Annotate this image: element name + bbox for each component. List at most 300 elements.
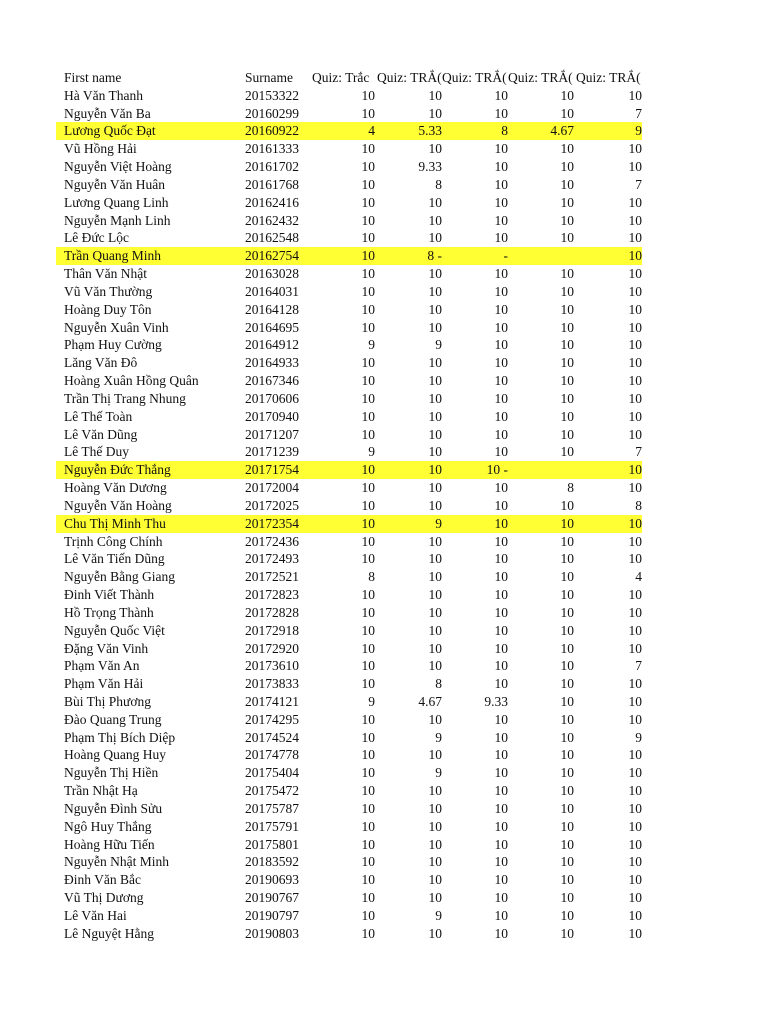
cell-first-name[interactable]: Đặng Văn Vinh (64, 640, 149, 656)
cell-quiz-2[interactable]: 8 (435, 176, 442, 192)
cell-quiz-3[interactable]: 10 (494, 729, 508, 745)
cell-quiz-1[interactable]: 10 (361, 836, 375, 852)
cell-quiz-5[interactable]: 10 (628, 390, 642, 406)
cell-quiz-3[interactable]: 10 (494, 747, 508, 763)
cell-surname[interactable]: 20174295 (245, 711, 299, 727)
cell-quiz-2[interactable]: 10 (428, 373, 442, 389)
cell-surname[interactable]: 20172918 (245, 622, 299, 638)
cell-quiz-5[interactable]: 7 (635, 105, 642, 121)
cell-quiz-1[interactable]: 10 (361, 818, 375, 834)
cell-quiz-4[interactable]: 10 (560, 230, 574, 246)
cell-quiz-5[interactable]: 10 (628, 141, 642, 157)
cell-surname[interactable]: 20175791 (245, 818, 299, 834)
header-quiz-5[interactable]: Quiz: TRẮ( (576, 70, 641, 85)
cell-quiz-5[interactable]: 10 (628, 355, 642, 371)
cell-quiz-4[interactable]: 10 (560, 783, 574, 799)
cell-quiz-3[interactable]: 10 (494, 497, 508, 513)
cell-first-name[interactable]: Nguyễn Việt Hoàng (64, 159, 172, 175)
cell-quiz-5[interactable]: 10 (628, 408, 642, 424)
cell-quiz-1[interactable]: 8 (368, 569, 375, 585)
cell-first-name[interactable]: Đinh Văn Bắc (64, 872, 141, 888)
cell-quiz-5[interactable]: 10 (628, 373, 642, 389)
cell-quiz-1[interactable]: 10 (361, 676, 375, 692)
cell-quiz-1[interactable]: 10 (361, 373, 375, 389)
cell-first-name[interactable]: Chu Thị Minh Thu (64, 515, 166, 531)
cell-quiz-4[interactable]: 10 (560, 622, 574, 638)
cell-first-name[interactable]: Lê Văn Tiến Dũng (64, 551, 165, 567)
cell-surname[interactable]: 20163028 (245, 266, 299, 282)
cell-surname[interactable]: 20175801 (245, 836, 299, 852)
cell-quiz-5[interactable]: 10 (628, 194, 642, 210)
cell-surname[interactable]: 20172493 (245, 551, 299, 567)
cell-quiz-4[interactable]: 10 (560, 587, 574, 603)
cell-quiz-5[interactable]: 10 (628, 640, 642, 656)
cell-quiz-4[interactable]: 10 (560, 283, 574, 299)
header-quiz-3[interactable]: Quiz: TRẮ( (442, 70, 507, 85)
cell-quiz-2[interactable]: 10 (428, 622, 442, 638)
cell-quiz-1[interactable]: 10 (361, 212, 375, 228)
cell-quiz-4[interactable]: 10 (560, 818, 574, 834)
cell-quiz-3[interactable]: 10 (494, 658, 508, 674)
cell-first-name[interactable]: Thân Văn Nhật (64, 266, 147, 282)
cell-quiz-5[interactable]: 7 (635, 176, 642, 192)
cell-quiz-5[interactable]: 7 (635, 658, 642, 674)
cell-quiz-1[interactable]: 10 (361, 176, 375, 192)
cell-quiz-1[interactable]: 10 (361, 105, 375, 121)
cell-surname[interactable]: 20164128 (245, 301, 299, 317)
cell-quiz-3[interactable]: 10 (494, 676, 508, 692)
cell-quiz-5[interactable]: 10 (628, 818, 642, 834)
cell-quiz-2[interactable]: 10 (428, 658, 442, 674)
cell-quiz-1[interactable]: 10 (361, 854, 375, 870)
cell-quiz-5[interactable]: 10 (628, 212, 642, 228)
cell-quiz-5[interactable]: 10 (628, 622, 642, 638)
cell-quiz-5[interactable]: 10 (628, 907, 642, 923)
cell-first-name[interactable]: Hà Văn Thanh (64, 87, 143, 103)
cell-quiz-4[interactable]: 8 (567, 480, 574, 496)
cell-quiz-3[interactable]: 10 (494, 390, 508, 406)
cell-surname[interactable]: 20174121 (245, 693, 299, 709)
cell-quiz-3[interactable]: 10 (494, 212, 508, 228)
cell-quiz-1[interactable]: 10 (361, 604, 375, 620)
cell-quiz-5[interactable]: 4 (635, 569, 642, 585)
cell-surname[interactable]: 20171754 (245, 462, 299, 478)
cell-quiz-2[interactable]: 10 (428, 480, 442, 496)
cell-quiz-1[interactable]: 10 (361, 551, 375, 567)
cell-surname[interactable]: 20162754 (245, 248, 299, 264)
cell-quiz-4[interactable]: 10 (560, 444, 574, 460)
cell-quiz-2[interactable]: 10 (428, 194, 442, 210)
cell-quiz-2[interactable]: 10 (428, 355, 442, 371)
cell-first-name[interactable]: Trần Quang Minh (64, 248, 162, 264)
cell-quiz-2[interactable]: 9 (435, 515, 442, 531)
cell-surname[interactable]: 20172828 (245, 604, 299, 620)
cell-quiz-3[interactable]: 10 (494, 319, 508, 335)
cell-quiz-2[interactable]: 10 (428, 426, 442, 442)
cell-first-name[interactable]: Lương Quang Linh (64, 194, 169, 210)
cell-quiz-2[interactable]: 10 (428, 230, 442, 246)
cell-quiz-5[interactable]: 10 (628, 283, 642, 299)
cell-quiz-3[interactable]: 8 (501, 123, 508, 139)
cell-quiz-2[interactable]: 10 (428, 640, 442, 656)
cell-quiz-3[interactable]: 10 (494, 141, 508, 157)
cell-quiz-4[interactable]: 10 (560, 658, 574, 674)
cell-quiz-1[interactable]: 10 (361, 355, 375, 371)
cell-surname[interactable]: 20175787 (245, 800, 299, 816)
cell-quiz-3[interactable]: 10 (494, 836, 508, 852)
cell-first-name[interactable]: Phạm Văn Hải (64, 676, 144, 692)
cell-first-name[interactable]: Hoàng Văn Dương (64, 480, 167, 496)
cell-quiz-4[interactable]: 10 (560, 497, 574, 513)
cell-quiz-2[interactable]: 5.33 (418, 123, 442, 139)
cell-quiz-5[interactable]: 10 (628, 533, 642, 549)
cell-first-name[interactable]: Lê Thế Duy (64, 444, 129, 460)
cell-quiz-3[interactable]: 10 (494, 230, 508, 246)
cell-quiz-4[interactable]: 10 (560, 676, 574, 692)
cell-quiz-1[interactable]: 10 (361, 301, 375, 317)
cell-quiz-3[interactable]: 10 (494, 355, 508, 371)
cell-quiz-5[interactable]: 10 (628, 872, 642, 888)
cell-quiz-4[interactable]: 10 (560, 515, 574, 531)
cell-quiz-4[interactable]: 10 (560, 390, 574, 406)
cell-quiz-3[interactable]: 10 (494, 551, 508, 567)
cell-surname[interactable]: 20164695 (245, 319, 299, 335)
header-surname[interactable]: Surname (245, 70, 293, 85)
cell-surname[interactable]: 20161333 (245, 141, 299, 157)
cell-quiz-5[interactable]: 10 (628, 890, 642, 906)
cell-quiz-5[interactable]: 10 (628, 248, 642, 264)
cell-first-name[interactable]: Lê Văn Hai (64, 907, 127, 923)
cell-quiz-4[interactable]: 10 (560, 176, 574, 192)
cell-quiz-1[interactable]: 9 (368, 693, 375, 709)
cell-quiz-3[interactable]: 10 (494, 569, 508, 585)
cell-quiz-4[interactable]: 10 (560, 319, 574, 335)
cell-quiz-1[interactable]: 10 (361, 87, 375, 103)
cell-quiz-2[interactable]: 10 (428, 390, 442, 406)
cell-surname[interactable]: 20172920 (245, 640, 299, 656)
cell-quiz-4[interactable]: 4.67 (550, 123, 574, 139)
cell-quiz-2[interactable]: 10 (428, 533, 442, 549)
cell-quiz-2[interactable]: 10 (428, 319, 442, 335)
cell-quiz-4[interactable]: 10 (560, 604, 574, 620)
cell-quiz-3[interactable]: 10 (494, 87, 508, 103)
cell-quiz-5[interactable]: 10 (628, 747, 642, 763)
cell-first-name[interactable]: Nguyễn Đình Sửu (64, 800, 163, 816)
cell-first-name[interactable]: Nguyễn Văn Ba (64, 105, 151, 121)
cell-first-name[interactable]: Lê Đức Lộc (64, 230, 130, 246)
cell-first-name[interactable]: Lương Quốc Đạt (64, 123, 156, 139)
cell-quiz-2[interactable]: 10 (428, 925, 442, 941)
cell-quiz-4[interactable]: 10 (560, 301, 574, 317)
cell-surname[interactable]: 20174778 (245, 747, 299, 763)
cell-quiz-4[interactable]: 10 (560, 872, 574, 888)
cell-first-name[interactable]: Hoàng Quang Huy (64, 747, 166, 763)
cell-quiz-4[interactable]: 10 (560, 907, 574, 923)
cell-quiz-3[interactable]: 10 (494, 373, 508, 389)
cell-first-name[interactable]: Vũ Văn Thường (64, 283, 153, 299)
cell-quiz-5[interactable]: 10 (628, 587, 642, 603)
cell-quiz-5[interactable]: 9 (635, 123, 642, 139)
cell-first-name[interactable]: Hồ Trọng Thành (64, 604, 154, 620)
cell-quiz-2[interactable]: 9 (435, 765, 442, 781)
cell-surname[interactable]: 20153322 (245, 87, 299, 103)
cell-quiz-3[interactable]: 10 (494, 176, 508, 192)
cell-quiz-2[interactable]: 10 (428, 818, 442, 834)
cell-quiz-1[interactable]: 10 (361, 480, 375, 496)
cell-first-name[interactable]: Bùi Thị Phương (64, 693, 151, 709)
cell-quiz-3[interactable]: 10 (494, 872, 508, 888)
cell-quiz-5[interactable]: 10 (628, 266, 642, 282)
cell-quiz-5[interactable]: 10 (628, 693, 642, 709)
cell-quiz-1[interactable]: 10 (361, 248, 375, 264)
cell-surname[interactable]: 20173833 (245, 676, 299, 692)
cell-quiz-1[interactable]: 10 (361, 747, 375, 763)
cell-quiz-5[interactable]: 10 (628, 515, 642, 531)
cell-first-name[interactable]: Nguyễn Văn Hoàng (64, 497, 172, 513)
cell-quiz-4[interactable]: 10 (560, 426, 574, 442)
cell-first-name[interactable]: Trần Nhật Hạ (64, 783, 138, 799)
cell-surname[interactable]: 20162548 (245, 230, 299, 246)
cell-first-name[interactable]: Đinh Viết Thành (64, 587, 155, 603)
cell-quiz-3[interactable]: 10 (494, 426, 508, 442)
cell-quiz-4[interactable]: 10 (560, 105, 574, 121)
cell-quiz-1[interactable]: 10 (361, 462, 375, 478)
cell-surname[interactable]: 20172354 (245, 515, 299, 531)
cell-quiz-5[interactable]: 10 (628, 426, 642, 442)
cell-quiz-4[interactable]: 10 (560, 141, 574, 157)
cell-quiz-2[interactable]: 10 (428, 283, 442, 299)
cell-first-name[interactable]: Đào Quang Trung (64, 711, 162, 727)
cell-surname[interactable]: 20171207 (245, 426, 299, 442)
cell-first-name[interactable]: Vũ Hồng Hải (64, 141, 137, 157)
cell-quiz-3[interactable]: 10 (494, 604, 508, 620)
cell-quiz-2[interactable]: 8 (435, 676, 442, 692)
cell-quiz-1[interactable]: 10 (361, 783, 375, 799)
cell-quiz-4[interactable]: 10 (560, 159, 574, 175)
cell-first-name[interactable]: Hoàng Xuân Hồng Quân (64, 373, 199, 389)
cell-first-name[interactable]: Lăng Văn Đô (64, 355, 138, 371)
cell-quiz-3[interactable]: 10 (494, 515, 508, 531)
cell-first-name[interactable]: Nguyễn Xuân Vinh (64, 319, 169, 335)
cell-surname[interactable]: 20162432 (245, 212, 299, 228)
cell-surname[interactable]: 20170940 (245, 408, 299, 424)
cell-quiz-4[interactable]: 10 (560, 533, 574, 549)
cell-surname[interactable]: 20174524 (245, 729, 299, 745)
cell-quiz-4[interactable]: 10 (560, 693, 574, 709)
cell-surname[interactable]: 20161702 (245, 159, 299, 175)
cell-quiz-4[interactable]: 10 (560, 337, 574, 353)
cell-quiz-1[interactable]: 10 (361, 890, 375, 906)
cell-quiz-1[interactable]: 10 (361, 159, 375, 175)
cell-quiz-3[interactable]: 10 (494, 283, 508, 299)
cell-first-name[interactable]: Trần Thị Trang Nhung (64, 390, 186, 406)
cell-quiz-1[interactable]: 9 (368, 337, 375, 353)
cell-quiz-2[interactable]: 10 (428, 587, 442, 603)
cell-quiz-1[interactable]: 4 (368, 123, 375, 139)
cell-quiz-4[interactable]: 10 (560, 408, 574, 424)
header-first-name[interactable]: First name (64, 70, 122, 85)
cell-quiz-2[interactable]: 9.33 (418, 159, 442, 175)
cell-quiz-1[interactable]: 10 (361, 390, 375, 406)
header-quiz-4[interactable]: Quiz: TRẮ( (508, 70, 573, 85)
cell-surname[interactable]: 20162416 (245, 194, 299, 210)
cell-quiz-2[interactable]: 10 (428, 854, 442, 870)
cell-quiz-3[interactable]: 10 (494, 587, 508, 603)
cell-quiz-1[interactable]: 10 (361, 283, 375, 299)
cell-surname[interactable]: 20171239 (245, 444, 299, 460)
cell-quiz-2[interactable]: 10 (428, 212, 442, 228)
cell-quiz-3[interactable]: 10 (494, 408, 508, 424)
cell-quiz-2[interactable]: 4.67 (418, 693, 442, 709)
cell-quiz-3[interactable]: 10 (494, 800, 508, 816)
cell-first-name[interactable]: Hoàng Duy Tôn (64, 301, 152, 317)
cell-first-name[interactable]: Phạm Thị Bích Diệp (64, 729, 176, 745)
cell-quiz-3[interactable]: 10 (494, 301, 508, 317)
cell-first-name[interactable]: Nguyễn Văn Huân (64, 176, 165, 192)
cell-quiz-3[interactable]: 10 (494, 711, 508, 727)
cell-quiz-4[interactable]: 10 (560, 765, 574, 781)
cell-quiz-3[interactable]: 10 (494, 194, 508, 210)
cell-first-name[interactable]: Lê Văn Dũng (64, 426, 138, 442)
cell-first-name[interactable]: Lê Thế Toàn (64, 408, 133, 424)
cell-quiz-2[interactable]: 9 (435, 907, 442, 923)
cell-quiz-1[interactable]: 10 (361, 765, 375, 781)
cell-quiz-2[interactable]: 9 (435, 337, 442, 353)
cell-quiz-2[interactable]: 10 (428, 836, 442, 852)
cell-quiz-5[interactable]: 10 (628, 301, 642, 317)
cell-quiz-3[interactable]: 10 - (486, 462, 508, 478)
cell-quiz-1[interactable]: 10 (361, 622, 375, 638)
cell-quiz-1[interactable]: 10 (361, 533, 375, 549)
cell-quiz-1[interactable]: 10 (361, 587, 375, 603)
cell-quiz-4[interactable]: 10 (560, 711, 574, 727)
cell-surname[interactable]: 20172436 (245, 533, 299, 549)
cell-first-name[interactable]: Vũ Thị Dương (64, 890, 144, 906)
cell-first-name[interactable]: Nguyễn Thị Hiền (64, 765, 159, 781)
cell-quiz-2[interactable]: 10 (428, 783, 442, 799)
cell-first-name[interactable]: Lê Nguyệt Hằng (64, 925, 154, 941)
cell-quiz-4[interactable]: 10 (560, 836, 574, 852)
cell-quiz-3[interactable]: 10 (494, 907, 508, 923)
header-quiz-2[interactable]: Quiz: TRẮ( (377, 70, 442, 85)
cell-surname[interactable]: 20164933 (245, 355, 299, 371)
cell-quiz-2[interactable]: 10 (428, 87, 442, 103)
cell-quiz-3[interactable]: 10 (494, 890, 508, 906)
cell-quiz-1[interactable]: 10 (361, 230, 375, 246)
cell-quiz-5[interactable]: 10 (628, 765, 642, 781)
cell-quiz-4[interactable]: 10 (560, 800, 574, 816)
cell-surname[interactable]: 20175404 (245, 765, 299, 781)
cell-quiz-4[interactable]: 10 (560, 747, 574, 763)
cell-quiz-5[interactable]: 10 (628, 480, 642, 496)
cell-quiz-5[interactable]: 7 (635, 444, 642, 460)
cell-quiz-3[interactable]: 10 (494, 337, 508, 353)
cell-surname[interactable]: 20190797 (245, 907, 299, 923)
cell-surname[interactable]: 20160922 (245, 123, 299, 139)
cell-quiz-3[interactable]: 10 (494, 159, 508, 175)
cell-quiz-5[interactable]: 10 (628, 319, 642, 335)
cell-quiz-4[interactable]: 10 (560, 551, 574, 567)
cell-quiz-4[interactable]: 10 (560, 569, 574, 585)
cell-first-name[interactable]: Nguyễn Bằng Giang (64, 569, 175, 585)
cell-quiz-1[interactable]: 10 (361, 658, 375, 674)
cell-first-name[interactable]: Hoàng Hữu Tiến (64, 836, 155, 852)
cell-quiz-5[interactable]: 10 (628, 854, 642, 870)
cell-quiz-3[interactable]: 9.33 (484, 693, 508, 709)
cell-surname[interactable]: 20161768 (245, 176, 299, 192)
cell-quiz-4[interactable] (510, 247, 574, 265)
cell-quiz-3[interactable]: 10 (494, 925, 508, 941)
cell-quiz-5[interactable]: 10 (628, 551, 642, 567)
cell-surname[interactable]: 20172521 (245, 569, 299, 585)
cell-quiz-4[interactable]: 10 (560, 640, 574, 656)
cell-quiz-4[interactable]: 10 (560, 373, 574, 389)
cell-quiz-2[interactable]: 8 - (427, 248, 442, 264)
cell-quiz-3[interactable]: 10 (494, 105, 508, 121)
cell-quiz-5[interactable]: 10 (628, 87, 642, 103)
cell-quiz-5[interactable]: 10 (628, 711, 642, 727)
cell-quiz-2[interactable]: 10 (428, 872, 442, 888)
cell-quiz-5[interactable]: 10 (628, 230, 642, 246)
cell-quiz-1[interactable]: 9 (368, 444, 375, 460)
cell-quiz-2[interactable]: 10 (428, 711, 442, 727)
cell-quiz-4[interactable]: 10 (560, 854, 574, 870)
cell-quiz-2[interactable]: 10 (428, 890, 442, 906)
cell-surname[interactable]: 20183592 (245, 854, 299, 870)
cell-quiz-1[interactable]: 10 (361, 872, 375, 888)
cell-quiz-3[interactable]: - (503, 248, 508, 264)
cell-first-name[interactable]: Ngô Huy Thắng (64, 818, 152, 834)
cell-quiz-5[interactable]: 10 (628, 800, 642, 816)
cell-quiz-1[interactable]: 10 (361, 266, 375, 282)
cell-quiz-1[interactable]: 10 (361, 515, 375, 531)
cell-surname[interactable]: 20175472 (245, 783, 299, 799)
cell-surname[interactable]: 20164031 (245, 283, 299, 299)
cell-surname[interactable]: 20170606 (245, 390, 299, 406)
cell-quiz-1[interactable]: 10 (361, 640, 375, 656)
cell-quiz-5[interactable]: 8 (635, 497, 642, 513)
header-quiz-1[interactable]: Quiz: Trắc (312, 70, 370, 85)
cell-quiz-2[interactable]: 9 (435, 729, 442, 745)
cell-quiz-1[interactable]: 10 (361, 426, 375, 442)
cell-quiz-4[interactable]: 10 (560, 194, 574, 210)
cell-quiz-4[interactable]: 10 (560, 87, 574, 103)
cell-quiz-5[interactable]: 10 (628, 925, 642, 941)
cell-first-name[interactable]: Phạm Huy Cường (64, 337, 162, 353)
cell-quiz-1[interactable]: 10 (361, 141, 375, 157)
cell-surname[interactable]: 20173610 (245, 658, 299, 674)
cell-quiz-2[interactable]: 10 (428, 141, 442, 157)
cell-quiz-5[interactable]: 10 (628, 676, 642, 692)
cell-quiz-3[interactable]: 10 (494, 783, 508, 799)
cell-quiz-5[interactable]: 10 (628, 462, 642, 478)
cell-quiz-4[interactable]: 10 (560, 266, 574, 282)
cell-quiz-5[interactable]: 10 (628, 783, 642, 799)
cell-quiz-2[interactable]: 10 (428, 105, 442, 121)
cell-quiz-2[interactable]: 10 (428, 569, 442, 585)
cell-quiz-2[interactable]: 10 (428, 462, 442, 478)
cell-quiz-1[interactable]: 10 (361, 711, 375, 727)
cell-quiz-5[interactable]: 10 (628, 337, 642, 353)
cell-quiz-1[interactable]: 10 (361, 497, 375, 513)
cell-quiz-1[interactable]: 10 (361, 925, 375, 941)
cell-surname[interactable]: 20172025 (245, 497, 299, 513)
cell-quiz-4[interactable]: 10 (560, 925, 574, 941)
cell-quiz-4[interactable]: 10 (560, 212, 574, 228)
cell-surname[interactable]: 20172823 (245, 587, 299, 603)
cell-quiz-4[interactable] (510, 461, 574, 479)
cell-quiz-4[interactable]: 10 (560, 355, 574, 371)
